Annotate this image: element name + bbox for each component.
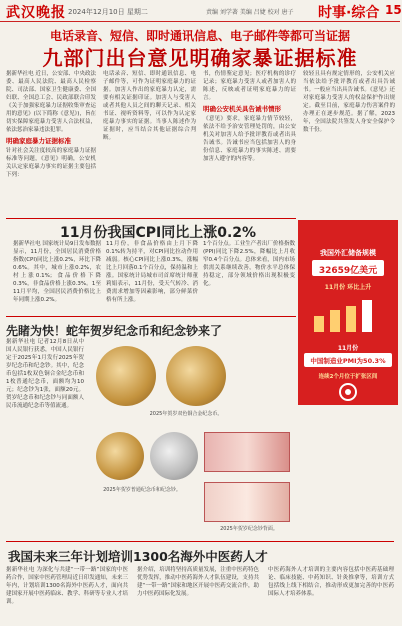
cpi-column-3 bbox=[203, 240, 295, 312]
masthead bbox=[0, 0, 400, 22]
training-paragraph: 中医药海外人才培训的主要内容包括中医药基础理论、临床技能、中药知识、针灸推拿等，培训方式包括线上线下相结合，推动形成更加完善的中医药国际人才培养体系。 bbox=[268, 567, 394, 597]
training-column-3 bbox=[268, 566, 394, 624]
lead-paragraph: 《意见》要求，家庭暴力情节较轻，依法不给予治安管理处罚的，由公安机关对加害人给予批评教育或者出具告诫书。告诫书应当包括加害人的身份信息、家庭暴力的事实陈述、需要加害人遵守的内容等。 bbox=[203, 116, 296, 162]
lead-paragraph: 书，伤情鉴定意见；医疗机构的诊疗记录；家庭暴力受害人或者加害人的陈述，反映或者证明家庭暴力的证言。 bbox=[203, 71, 296, 101]
cpi-column-1 bbox=[13, 240, 101, 312]
coins-body bbox=[6, 338, 84, 534]
lead-column-3 bbox=[203, 70, 296, 218]
bicolor-coin-front bbox=[96, 346, 156, 406]
pmi-note: 连续2个月位于扩张区间 bbox=[318, 374, 378, 380]
cpi-paragraph: 据新华社电 国家统计局9日发布数据显示，11月份，全国居民消费价格指数(CPI)同比上涨0.2%，环比下降0.6%。其中，城市上涨0.2%，农村上涨0.1%；食品价格下降0.3%，非食品价格上涨0.3%。1至11月平均，全国居民消费价格比上年同期上涨0.2%。 bbox=[13, 241, 101, 303]
training-column-2 bbox=[137, 566, 259, 624]
training-column-1 bbox=[6, 566, 128, 624]
coin-photo-area bbox=[86, 340, 298, 536]
pmi-month: 11月份 bbox=[337, 345, 359, 352]
training-headline: 我国未来三年计划培训1300名海外中医药人才 bbox=[8, 549, 268, 564]
caption-banknote: 2025年贺岁纪念钞背面。 bbox=[220, 526, 278, 532]
forex-bar-graphic bbox=[308, 294, 388, 334]
lead-paragraph: 针对社会关注度较高的家庭暴力证据标准等问题，《意见》明确，公安机关认定家庭暴力事实的证据主要包括下列： bbox=[6, 148, 96, 178]
pmi-value: 中国制造业PMI为50.3% bbox=[310, 357, 386, 365]
caption-common-coin: 2025年贺岁普通纪念币和纪念钞。 bbox=[103, 487, 181, 493]
lead-column-2 bbox=[103, 70, 196, 218]
lead-headline: 九部门出台意见明确家暴证据标准 bbox=[42, 46, 358, 70]
newspaper-logo: 武汉晚报 bbox=[6, 5, 66, 21]
cpi-paragraph: 1个百分点。工业生产者出厂价格指数(PPI)同比下降2.5%，降幅比上月收窄0.4个百分点。总体来看，国内市场供需关系继续改善，物价水平总体保持稳定，部分领域价格出现积极变化。 bbox=[203, 241, 295, 287]
cpi-headline: 11月份我国CPI同比上涨0.2% bbox=[60, 225, 257, 241]
divider bbox=[6, 218, 296, 219]
caption-bicolor-coin: 2025年贺岁双色铜合金纪念币。 bbox=[149, 411, 223, 417]
common-coin-back bbox=[150, 432, 198, 480]
lead-column-1 bbox=[6, 70, 96, 218]
banknote-front bbox=[204, 432, 290, 472]
forex-value: 32659亿美元 bbox=[318, 266, 378, 276]
page-number: 15 bbox=[385, 3, 402, 17]
lead-paragraph: 较轻且具有规定情形的，公安机关应当依法给予批评教育或者出具告诫书。一般应当出具告诫书。《意见》还对家庭暴力受害人的权益保护作出规定。截至目前，家庭暴力伤害案件的办理正在逐步规范。据了解，2023年，全国法院共签发人身安全保护令数千份。 bbox=[303, 71, 395, 133]
banknote-back bbox=[204, 482, 290, 522]
common-coin-front bbox=[96, 432, 144, 480]
coins-headline: 先睹为快！蛇年贺岁纪念币和纪念钞来了 bbox=[6, 324, 223, 338]
training-paragraph: 据新华社电 为深化与共建“一带一路”国家的中医药合作，国家中医药管理局近日印发通知，未来三年内，计划培训1300名海外中医药人才，面向共建国家开展中医药临床、教学、科研等专业人才培训。 bbox=[6, 567, 128, 605]
lead-kicker: 电话录音、短信、即时通讯信息、电子邮件等都可当证据 bbox=[49, 29, 350, 43]
lead-column-4 bbox=[303, 70, 395, 218]
lead-paragraph: 电话录音、短信、即时通讯信息、电子邮件等，可作为证明家庭暴力的证据。加害人作出的家庭暴力认定，需要有相关证据印证。加害人与受害人或者其他人员之间的聊天记录、相关书证、视听资料等，可以作为认定家庭暴力事实的证据。当事人陈述作为证据时，应当结合其他证据综合判断。 bbox=[103, 71, 196, 141]
bar bbox=[362, 300, 372, 332]
data-infographic-panel bbox=[298, 220, 398, 405]
divider bbox=[6, 541, 394, 542]
lead-paragraph: 据新华社电 近日，公安部、中央政法委、最高人民法院、最高人民检察院、司法部、国家卫生健康委、全国妇联、全国总工会、民政部联合印发《关于加强家庭暴力证据收集审查运用的意见》(以下简称《意见》)，旨在切实保障家庭暴力受害人合法权益，依法惩治家暴违法犯罪。 bbox=[6, 71, 96, 133]
cpi-paragraph: 11月份，非食品价格由上月下降0.1%转为持平，对CPI同比拉动作用减弱。核心CPI同比上涨0.3%，涨幅比上月回落0.1个百分点，保持温和上涨。国家统计局城市司首席统计师董莉娟表示，11月份，受天气转冷、消费需求增加等因素影响，部分鲜菜价格有所上涨。 bbox=[106, 241, 198, 303]
bar bbox=[330, 310, 340, 332]
bar bbox=[346, 306, 356, 332]
coins-paragraph: 据新华社电 记者12月8日从中国人民银行获悉，中国人民银行定于2025年1月发行2025年贺岁纪念币和纪念钞。其中，纪念币包括1枚双色铜合金纪念币和1枚普通纪念币，面额均为10元；纪念钞为1张，面额20元。贺岁纪念币和纪念钞与同面额人民币流通纪念币等值流通。 bbox=[6, 339, 84, 409]
gear-icon bbox=[318, 382, 378, 402]
panel-forex-label: 我国外汇储备规模 bbox=[320, 249, 376, 257]
section-name: 时事·综合 bbox=[318, 5, 380, 21]
editor-credits: 责编 刘学著 美编 吕婕 校对 唐子 bbox=[206, 9, 294, 16]
cpi-column-2 bbox=[106, 240, 198, 312]
lead-subhead-police: 明确公安机关具告诫书情形 bbox=[203, 105, 281, 113]
bicolor-coin-back bbox=[166, 346, 226, 406]
training-paragraph: 据介绍，培训将坚持高质量发展，注重中医药特色优势发挥，推动中医药海外人才队伍建设，支持共建“一带一路”国家和地区开展中医药交流合作，助力中医药国际化发展。 bbox=[137, 567, 259, 597]
issue-date: 2024年12月10日 星期二 bbox=[68, 8, 148, 16]
lead-subhead-evidence: 明确家庭暴力证据标准 bbox=[6, 137, 71, 145]
bar bbox=[314, 316, 324, 332]
forex-change: 11月份 环比上升 bbox=[324, 284, 372, 291]
divider bbox=[6, 316, 296, 317]
